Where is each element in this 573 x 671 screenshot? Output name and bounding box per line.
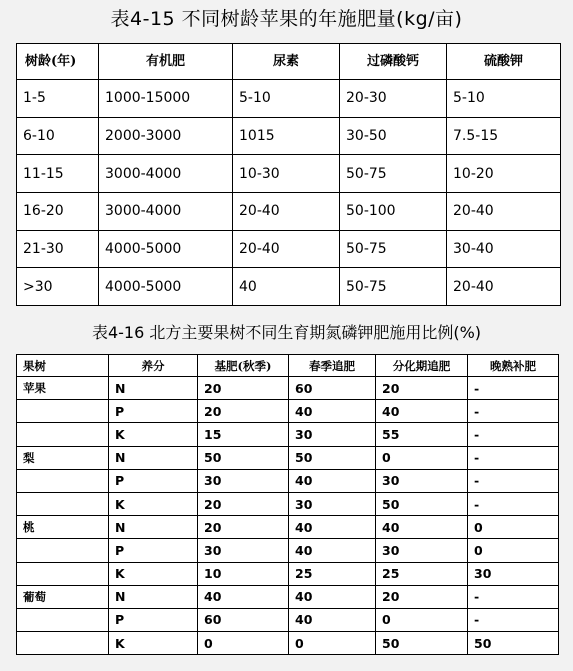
table-cell: 30: [198, 539, 289, 562]
table-cell: [17, 400, 109, 423]
table-cell: 40: [289, 608, 376, 631]
table-cell: 0: [468, 516, 559, 539]
t1-header-organic: 有机肥: [99, 44, 233, 80]
table-cell: 20-40: [233, 193, 340, 231]
table-row: [17, 539, 559, 562]
fertilizer-by-tree-age-table: [16, 43, 561, 306]
t2-header-differentiation-topdress: 分化期追肥: [376, 355, 468, 377]
table-cell: 30-40: [447, 230, 561, 268]
table-cell: 60: [198, 608, 289, 631]
table-cell: 40: [233, 268, 340, 306]
table2-title: 表4-16 北方主要果树不同生育期氮磷钾肥施用比例(%): [91, 323, 482, 342]
table-cell: 30: [376, 539, 468, 562]
table-cell: -: [468, 446, 559, 469]
table-cell: -: [468, 423, 559, 446]
table-row: [17, 117, 561, 155]
table-cell: 10: [198, 562, 289, 585]
table2-header-row: [17, 355, 559, 377]
table-cell: 40: [198, 585, 289, 608]
nutrient-cell: N: [109, 377, 198, 400]
table-cell: 21-30: [17, 230, 99, 268]
table-cell: 0: [376, 446, 468, 469]
table-row: [17, 585, 559, 608]
table-cell: 25: [376, 562, 468, 585]
table-cell: 50: [376, 492, 468, 515]
table-cell: 40: [289, 400, 376, 423]
table-cell: 5-10: [233, 80, 340, 118]
table-cell: 20: [198, 377, 289, 400]
table-cell: 2000-3000: [99, 117, 233, 155]
table-cell: >30: [17, 268, 99, 306]
table-cell: 50-75: [340, 268, 447, 306]
table1-title: 表4-15 不同树龄苹果的年施肥量(kg/亩): [110, 8, 463, 30]
table-cell: 30: [198, 469, 289, 492]
table-cell: 30: [376, 469, 468, 492]
table-cell: 50: [289, 446, 376, 469]
table-cell: 4000-5000: [99, 268, 233, 306]
table-cell: 4000-5000: [99, 230, 233, 268]
table-cell: 20: [198, 516, 289, 539]
table-cell: -: [468, 400, 559, 423]
table-cell: -: [468, 608, 559, 631]
table-cell: 0: [376, 608, 468, 631]
table-cell: 20-40: [233, 230, 340, 268]
table-cell: -: [468, 469, 559, 492]
table-cell: 40: [289, 516, 376, 539]
table-row: [17, 155, 561, 193]
fruit-tree-cell: 苹果: [17, 377, 109, 400]
table-row: [17, 80, 561, 118]
table-cell: 50: [198, 446, 289, 469]
table-cell: 16-20: [17, 193, 99, 231]
table-row: [17, 516, 559, 539]
fruit-tree-cell: 桃: [17, 516, 109, 539]
table-cell: 20: [198, 492, 289, 515]
table-cell: 20: [376, 585, 468, 608]
table-cell: 1000-15000: [99, 80, 233, 118]
nutrient-cell: P: [109, 608, 198, 631]
table-cell: 20: [198, 400, 289, 423]
table-row: [17, 377, 559, 400]
table-row: [17, 230, 561, 268]
nutrient-cell: P: [109, 400, 198, 423]
table-cell: 50: [376, 632, 468, 655]
t1-header-tree-age: 树龄(年): [17, 44, 99, 80]
table-row: [17, 268, 561, 306]
t2-header-spring-topdress: 春季追肥: [289, 355, 376, 377]
nutrient-cell: P: [109, 469, 198, 492]
table-cell: 40: [289, 539, 376, 562]
nutrient-cell: N: [109, 585, 198, 608]
table-row: [17, 446, 559, 469]
table-cell: 10-30: [233, 155, 340, 193]
fruit-tree-cell: 梨: [17, 446, 109, 469]
table-cell: 0: [468, 539, 559, 562]
fruit-tree-cell: 葡萄: [17, 585, 109, 608]
table-cell: 10-20: [447, 155, 561, 193]
table-cell: 0: [289, 632, 376, 655]
table-cell: 3000-4000: [99, 193, 233, 231]
table-cell: [17, 608, 109, 631]
nutrient-cell: N: [109, 516, 198, 539]
npk-ratio-table: [16, 354, 559, 655]
table-cell: 1015: [233, 117, 340, 155]
table-row: [17, 469, 559, 492]
table-row: [17, 562, 559, 585]
nutrient-cell: K: [109, 492, 198, 515]
table-row: [17, 632, 559, 655]
nutrient-cell: P: [109, 539, 198, 562]
t1-header-urea: 尿素: [233, 44, 340, 80]
table-cell: 20-40: [447, 193, 561, 231]
table-cell: 0: [198, 632, 289, 655]
table-cell: 20: [376, 377, 468, 400]
t2-header-base-fertilizer: 基肥(秋季): [198, 355, 289, 377]
table-row: [17, 193, 561, 231]
table-cell: -: [468, 492, 559, 515]
table-cell: 6-10: [17, 117, 99, 155]
table-row: [17, 492, 559, 515]
table-cell: 30: [289, 423, 376, 446]
table-cell: 55: [376, 423, 468, 446]
table-cell: 40: [376, 516, 468, 539]
table-row: [17, 608, 559, 631]
table-cell: 40: [376, 400, 468, 423]
table-cell: [17, 423, 109, 446]
table-cell: -: [468, 377, 559, 400]
table-cell: 11-15: [17, 155, 99, 193]
table-cell: [17, 539, 109, 562]
table-cell: 50-75: [340, 155, 447, 193]
table-cell: 30: [289, 492, 376, 515]
table-cell: 50-75: [340, 230, 447, 268]
table-cell: 25: [289, 562, 376, 585]
table-row: [17, 400, 559, 423]
table-cell: 40: [289, 585, 376, 608]
table-cell: 20-40: [447, 268, 561, 306]
t1-header-superphosphate: 过磷酸钙: [340, 44, 447, 80]
t2-header-nutrient: 养分: [109, 355, 198, 377]
table-cell: 30-50: [340, 117, 447, 155]
nutrient-cell: K: [109, 562, 198, 585]
table-cell: 20-30: [340, 80, 447, 118]
table1-header-row: [17, 44, 561, 80]
table-cell: 40: [289, 469, 376, 492]
nutrient-cell: N: [109, 446, 198, 469]
table-cell: 3000-4000: [99, 155, 233, 193]
t2-header-fruit-tree: 果树: [17, 355, 109, 377]
table-cell: 60: [289, 377, 376, 400]
table-cell: 5-10: [447, 80, 561, 118]
table-cell: -: [468, 585, 559, 608]
table-cell: 50: [468, 632, 559, 655]
table-cell: 50-100: [340, 193, 447, 231]
table-cell: [17, 492, 109, 515]
table-cell: [17, 562, 109, 585]
nutrient-cell: K: [109, 632, 198, 655]
t1-header-potassium-sulfate: 硫酸钾: [447, 44, 561, 80]
table-cell: 1-5: [17, 80, 99, 118]
table-cell: 30: [468, 562, 559, 585]
table-cell: 7.5-15: [447, 117, 561, 155]
table-cell: 15: [198, 423, 289, 446]
nutrient-cell: K: [109, 423, 198, 446]
table-cell: [17, 632, 109, 655]
table-cell: [17, 469, 109, 492]
table-row: [17, 423, 559, 446]
t2-header-late-supplement: 晚熟补肥: [468, 355, 559, 377]
